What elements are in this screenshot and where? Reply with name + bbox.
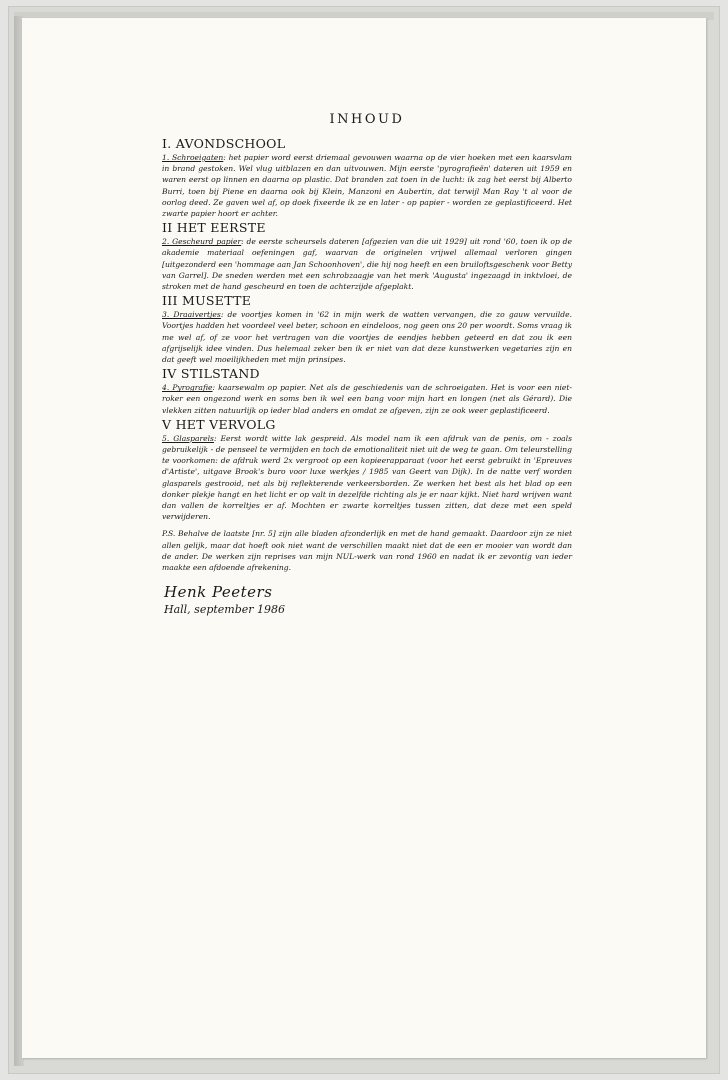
section-avondschool [162,137,572,219]
section-het-vervolg [162,418,572,523]
section-heading: V HET VERVOLG [162,416,276,432]
section-heading: II HET EERSTE [162,220,266,236]
section-body [162,236,572,292]
document-content [162,112,572,616]
item-text: : de voortjes komen in '62 in mijn werk de watten vervangen, die zo gauw vervuilde. Voortjes hadden het voordeel veel beter, schoon en eindeloos, nog geen ons 20 per woordt. Soms vraag ik me wel af, of ze voor het vertragen van die voortjes de eendjes hebben geteerd en dat zou ik een afgrijselijk idee vinden. Dus helemaal zeker ben ik er niet van dat deze kunstwerken vegetaries zijn en dat geeft wel moeilijkheden met mijn prinsipes. [162,310,572,365]
item-label: 5. Glasparels [162,433,214,443]
item-text: : de eerste scheursels dateren [afgezien van die uit 1929] uit rond '60, toen ik op de akademie materiaal oefeningen gaf, waarvan de originelen vrijwel allemaal verloren gingen [uitgezonderd een 'hommage aan Jan Schoonhoven', die hij nog heeft en een bruiloftsgeschenk voor Betty van Garrel]. De sneden werden met een schrobzaagje van het merk 'Augusta' ingezaagd in inktvloei, de stroken met de hand gescheurd en toen de achterzijde afgeplakt. [162,237,572,292]
section-heading: III MUSETTE [162,293,252,309]
section-body [162,433,572,523]
section-heading: IV STILSTAND [162,366,260,382]
section-body [162,309,572,365]
document-title: INHOUD [329,112,405,127]
item-label: 2. Gescheurd papier [162,237,242,247]
item-label: 1. Schroeigaten [162,153,224,162]
handwritten-signature: Henk Peeters [164,583,273,602]
section-musette [162,294,572,365]
place-and-date: Hall, september 1986 [164,603,286,617]
item-label: 3. Draaivertjes [162,310,221,320]
item-text: : het papier word eerst driemaal gevouwen waarna op de vier hoeken met een kaarsvlam in brand gestoken. Wel vlug uitblazen en dan uitvouwen. Mijn eerste 'pyrografieën' dateren uit 1959 en waren eerst op linnen en daarna op plastic. Dat branden zat toen in de lucht: ik zag het eerst bij Alberto Burri, toen bij Piene en daarna ook bij Klein, Manzoni en Aubertin, dat terwijl Man Ray 't al voor de oorlog deed. Ze gaven wel af, op doek fixeerde ik ze en later - op papier - worden ze geplastificeerd. Het zwarte papier hoort er achter. [162,153,572,219]
postscript: P.S. Behalve de laatste [nr. 5] zijn alle bladen afzonderlijk en met de hand gemaakt. Daardoor zijn ze niet allen gelijk, maar dat hoeft ook niet want de verschillen maakt niet dat de een er mooier van wordt dan de ander. De werken zijn reprises van mijn NUL-werk van rond 1960 en nadat ik er zevontig van ieder maakte een afdoende afrekening. [162,529,572,573]
section-stilstand [162,367,572,416]
section-het-eerste [162,221,572,292]
section-body [162,152,572,219]
item-label: 4. Pyrografie [162,383,213,393]
section-heading: I. AVONDSCHOOL [162,136,286,151]
section-body [162,382,572,416]
item-text: : Eerst wordt witte lak gespreid. Als model nam ik een afdruk van de penis, om - zoals gebruikelijk - de penseel te vermijden en toch de emotionaliteit niet uit de weg te gaan. Om teleurstelling te voorkomen: de afdruk werd 2x vergroot op een kopieerapparaat (voor het eerst gebruikt in 'Epreuves d'Artiste', uitgave Brook's buro voor luxe werkjes / 1985 van Geert van Dijk). In de natte verf worden glasparels gestrooid, net als bij reflekterende verkeersborden. Ze werken het best als het blad op een donker plekje hangt en het licht er op valt in dezelfde richting als je er naar kijkt. Niet hard wrijven want dan vallen de korreltjes er af. Mochten er zwarte korreltjes tussen zitten, dat deze met een speld verwijderen. [162,433,573,522]
item-text: : kaarsewalm op papier. Net als de geschiedenis van de schroeigaten. Het is voor een niet-roker een ongezond werk en soms ben ik wel een bang voor mijn hart en longen (net als Gérard). Die vlekken zitten natuurlijk op ieder blad anders en omdat ze afgeven, zijn ze ook weer geplastificeerd. [162,383,572,415]
